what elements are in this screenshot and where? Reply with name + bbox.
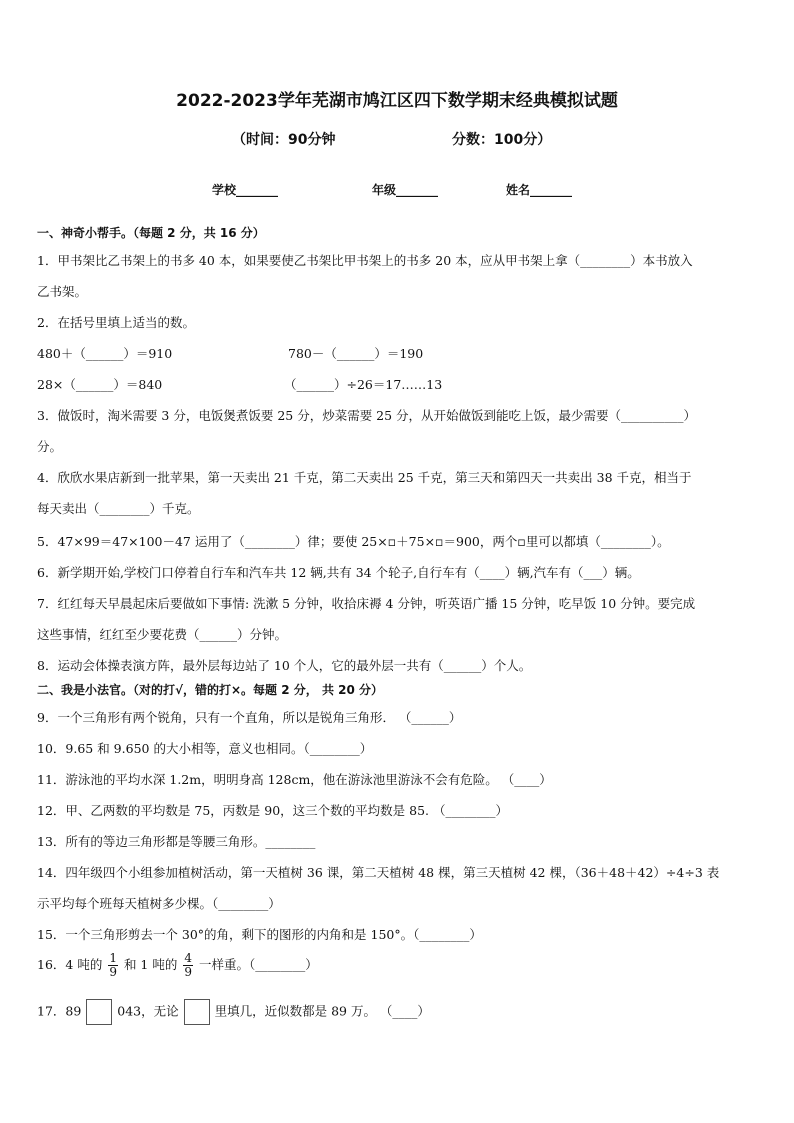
question-2: 2．在括号里填上适当的数。 <box>37 315 195 330</box>
fraction-four-ninths <box>183 952 193 979</box>
question-2-row2-right: （______）÷26＝17……13 <box>284 377 443 392</box>
exam-score: 分数：100分） <box>452 132 552 148</box>
question-3: 3．做饭时，淘米需要 3 分，电饭煲煮饭要 25 分，炒菜需要 25 分，从开始做饭到能吃上饭，最少需要（__________） <box>37 408 697 423</box>
fraction-one-ninth <box>108 952 118 979</box>
fraction-numerator: 4 <box>184 951 192 965</box>
name-field: 姓名_______ <box>506 183 573 197</box>
question-15: 15．一个三角形剪去一个 30°的角，剩下的图形的内角和是 150°。（________） <box>37 927 482 942</box>
fraction-denominator: 9 <box>184 965 192 979</box>
school-field: 学校_______ <box>212 183 279 197</box>
question-3-cont: 分。 <box>37 439 63 454</box>
question-13: 13．所有的等边三角形都是等腰三角形。________ <box>37 834 316 849</box>
section-2-title: 二、我是小法官。（对的打√，错的打×。每题 2 分， 共 20 分） <box>37 683 383 697</box>
question-5: 5．47×99＝47×100－47 运用了（________）律；要使 25×▫＋75×▫＝900，两个▫里可以都填（________）。 <box>37 534 670 549</box>
question-2-row1-left: 480＋（______）＝910 <box>37 346 173 361</box>
question-16-suffix: 一样重。（________） <box>198 957 318 972</box>
question-17 <box>37 999 430 1025</box>
digit-blank-box-ref <box>184 999 210 1025</box>
question-7-cont: 这些事情，红红至少要花费（______）分钟。 <box>37 627 288 642</box>
exam-time: （时间：90分钟 <box>232 132 336 148</box>
question-17-middle: 043，无论 <box>117 1003 179 1019</box>
question-6: 6．新学期开始,学校门口停着自行车和汽车共 12 辆,共有 34 个轮子,自行车有（____）辆,汽车有（___）辆。 <box>37 565 640 580</box>
question-2-row2-left: 28×（______）＝840 <box>37 377 163 392</box>
grade-field: 年级_______ <box>372 183 439 197</box>
question-14: 14．四年级四个小组参加植树活动，第一天植树 36 课，第二天植树 48 棵，第三天植树 42 棵，（36＋48＋42）÷4÷3 表 <box>37 865 720 880</box>
question-17-prefix: 17．89 <box>37 1003 82 1019</box>
fraction-numerator: 1 <box>109 951 117 965</box>
question-2-row1-right: 780－（______）＝190 <box>288 346 424 361</box>
question-9: 9．一个三角形有两个锐角，只有一个直角，所以是锐角三角形． （______） <box>37 710 462 725</box>
section-1-title: 一、神奇小帮手。（每题 2 分，共 16 分） <box>37 226 265 240</box>
question-4: 4．欣欣水果店新到一批苹果，第一天卖出 21 千克，第二天卖出 25 千克，第三天和第四天一共卖出 38 千克，相当于 <box>37 470 692 485</box>
question-1: 1．甲书架比乙书架上的书多 40 本，如果要使乙书架比甲书架上的书多 20 本，应从甲书架上拿（________）本书放入 <box>37 253 693 268</box>
question-8: 8．运动会体操表演方阵，最外层每边站了 10 个人，它的最外层一共有（______）个人。 <box>37 658 532 673</box>
question-7: 7．红红每天早晨起床后要做如下事情: 洗漱 5 分钟，收拾床褥 4 分钟，听英语广播 15 分钟，吃早饭 10 分钟。要完成 <box>37 596 696 611</box>
question-1-cont: 乙书架。 <box>37 284 88 299</box>
fraction-denominator: 9 <box>109 965 117 979</box>
question-16-middle: 和 1 吨的 <box>123 957 178 972</box>
question-16-prefix: 16．4 吨的 <box>37 957 103 972</box>
digit-blank-box[interactable] <box>86 999 112 1025</box>
question-10: 10．9.65 和 9.650 的大小相等，意义也相同。（________） <box>37 741 373 756</box>
question-11: 11．游泳池的平均水深 1.2m，明明身高 128cm，他在游泳池里游泳不会有危险。 （____） <box>37 772 552 787</box>
question-16 <box>37 952 318 979</box>
page-title: 2022-2023学年芜湖市鸠江区四下数学期末经典模拟试题 <box>176 91 618 111</box>
question-14-cont: 示平均每个班每天植树多少棵。（________） <box>37 896 281 911</box>
question-4-cont: 每天卖出（________）千克。 <box>37 501 200 516</box>
question-12: 12．甲、乙两数的平均数是 75，丙数是 90，这三个数的平均数是 85. （________） <box>37 803 508 818</box>
question-17-suffix: 里填几，近似数都是 89 万。 （____） <box>214 1003 430 1019</box>
